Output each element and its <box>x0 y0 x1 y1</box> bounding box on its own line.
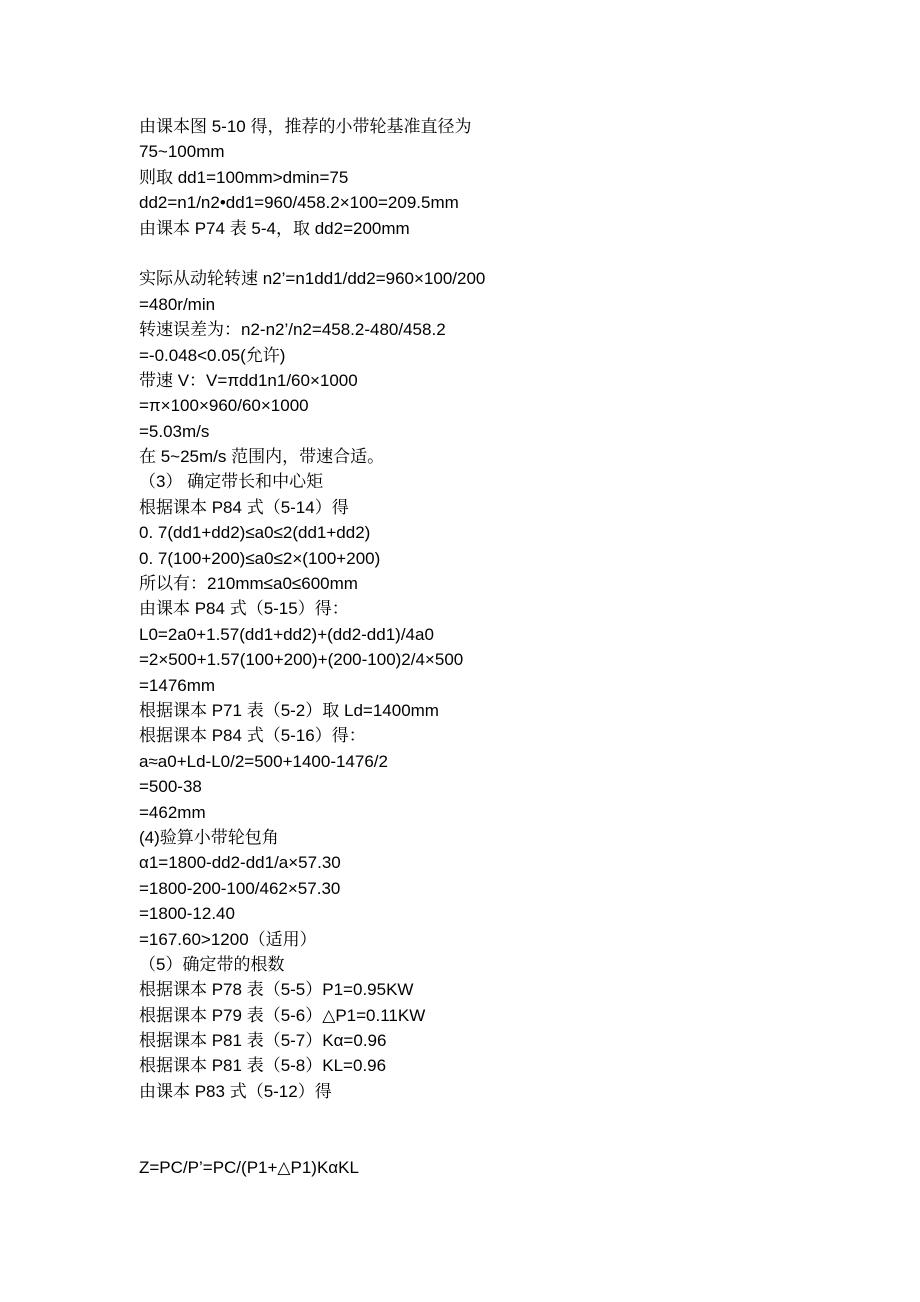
text-line: 根据课本 P84 式（5-14）得 <box>139 497 349 517</box>
paragraph-pulley-diameter <box>139 114 879 241</box>
text-line: =2×500+1.57(100+200)+(200-100)2/4×500 <box>139 650 464 670</box>
section-heading: (4)验算小带轮包角 <box>139 827 279 847</box>
text-line: =1476mm <box>139 675 216 695</box>
blank-line <box>139 241 879 266</box>
text-line: 转速误差为：n2-n2’/n2=458.2-480/458.2 <box>139 320 446 340</box>
text-line: 根据课本 P84 式（5-16）得： <box>139 726 366 746</box>
text-line: =462mm <box>139 802 206 822</box>
blank-line <box>139 1104 879 1155</box>
text-line: 带速 V：V=πdd1n1/60×1000 <box>139 370 358 390</box>
text-line: 由课本图 5-10 得，推荐的小带轮基准直径为 <box>139 117 472 136</box>
section-heading: （5）确定带的根数 <box>139 954 285 974</box>
text-line: =480r/min <box>139 294 216 314</box>
text-line: =1800-12.40 <box>139 904 235 924</box>
text-line: 0. 7(100+200)≤a0≤2×(100+200) <box>139 548 381 568</box>
paragraph-belt-count-formula <box>139 1155 879 1180</box>
paragraph-speed-and-belt-length <box>139 266 879 1104</box>
text-line: 在 5~25m/s 范围内，带速合适。 <box>139 447 385 467</box>
text-line: 根据课本 P81 表（5-8）KL=0.96 <box>139 1056 387 1076</box>
text-line: dd2=n1/n2•dd1=960/458.2×100=209.5mm <box>139 193 459 213</box>
text-line: 根据课本 P81 表（5-7）Kα=0.96 <box>139 1031 387 1051</box>
text-line: a≈a0+Ld-L0/2=500+1400-1476/2 <box>139 751 388 771</box>
text-line: 由课本 P83 式（5-12）得 <box>139 1081 332 1101</box>
text-line: Z=PC/P’=PC/(P1+△P1)KαKL <box>139 1158 359 1178</box>
text-line: 所以有：210mm≤a0≤600mm <box>139 574 358 594</box>
document-body <box>139 114 879 1180</box>
text-line: =167.60>1200（适用） <box>139 929 317 949</box>
text-line: 由课本 P84 式（5-15）得： <box>139 599 349 619</box>
text-line: 根据课本 P71 表（5-2）取 Ld=1400mm <box>139 700 439 720</box>
text-line: α1=1800-dd2-dd1/a×57.30 <box>139 853 341 873</box>
text-line: L0=2a0+1.57(dd1+dd2)+(dd2-dd1)/4a0 <box>139 624 434 644</box>
text-line: 0. 7(dd1+dd2)≤a0≤2(dd1+dd2) <box>139 523 371 543</box>
text-line: =5.03m/s <box>139 421 210 441</box>
text-line: 根据课本 P78 表（5-5）P1=0.95KW <box>139 980 414 1000</box>
section-heading: （3） 确定带长和中心矩 <box>139 472 324 492</box>
text-line: =500-38 <box>139 777 202 797</box>
text-line: 由课本 P74 表 5-4，取 dd2=200mm <box>139 218 410 238</box>
text-line: 75~100mm <box>139 142 225 162</box>
text-line: =1800-200-100/462×57.30 <box>139 878 341 898</box>
text-line: 实际从动轮转速 n2’=n1dd1/dd2=960×100/200 <box>139 269 486 289</box>
text-line: =-0.048<0.05(允许) <box>139 345 286 365</box>
text-line: 则取 dd1=100mm>dmin=75 <box>139 167 349 187</box>
text-line: =π×100×960/60×1000 <box>139 396 309 416</box>
text-line: 根据课本 P79 表（5-6）△P1=0.11KW <box>139 1005 426 1025</box>
